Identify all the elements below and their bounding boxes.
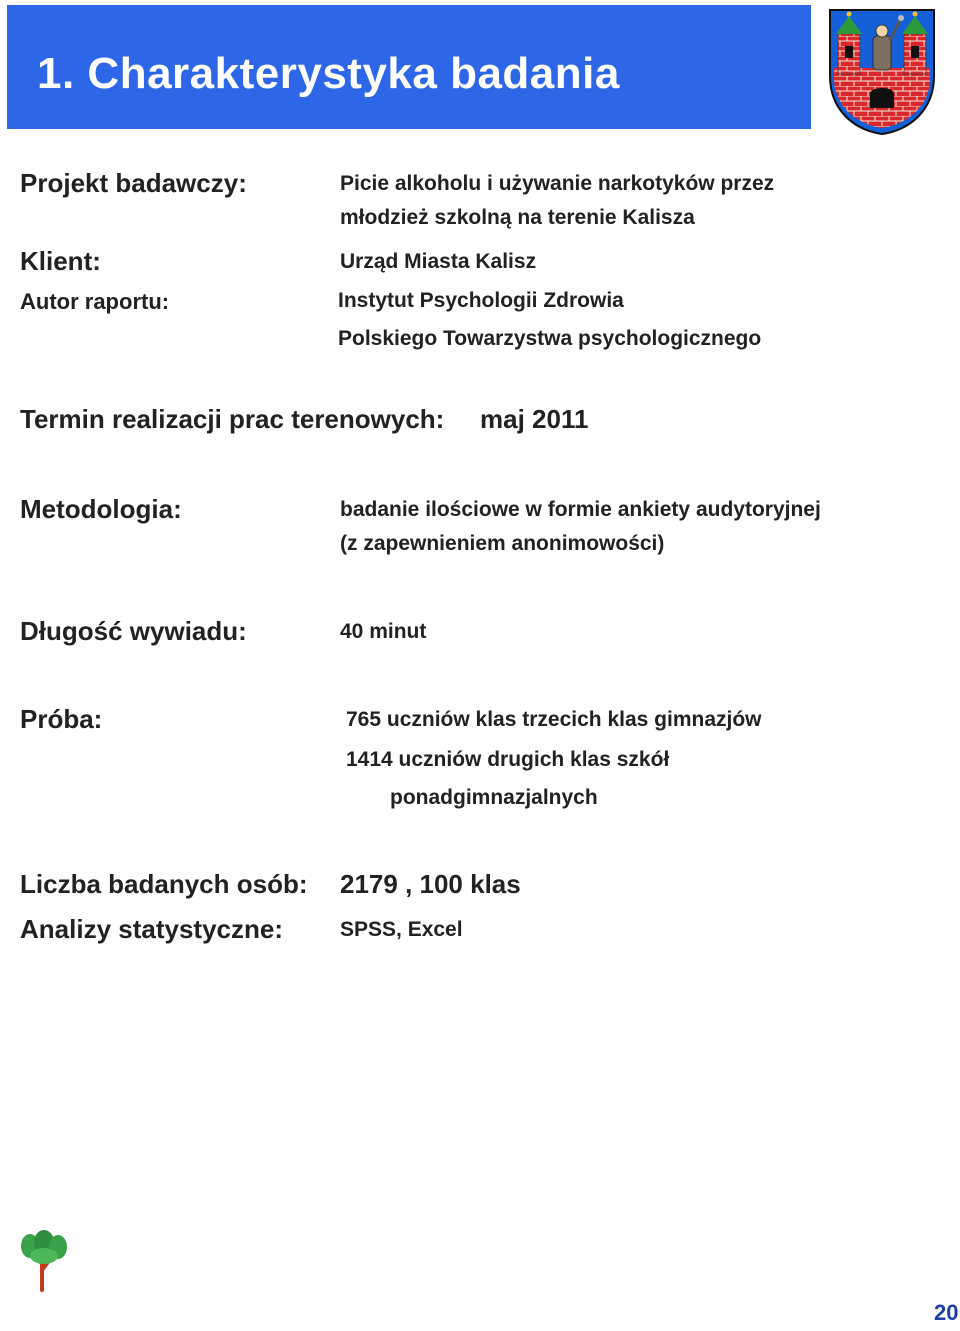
methodology-label: Metodologia: (20, 494, 182, 524)
sample-label: Próba: (20, 704, 103, 734)
count-label: Liczba badanych osób: (20, 869, 308, 899)
sample-value-line2: 1414 uczniów drugich klas szkół (346, 748, 670, 771)
duration-label: Długość wywiadu: (20, 616, 247, 646)
project-value-line2: młodzież szkolną na terenie Kalisza (340, 206, 695, 229)
sample-value-line3: ponadgimnazjalnych (390, 786, 598, 809)
term-value: maj 2011 (480, 404, 589, 434)
author-value-line1: Instytut Psychologii Zdrowia (338, 289, 624, 312)
duration-value: 40 minut (340, 620, 427, 643)
project-value-line1: Picie alkoholu i używanie narkotyków przez (340, 172, 775, 195)
count-value: 2179 , 100 klas (340, 869, 521, 899)
analysis-value: SPSS, Excel (340, 918, 463, 941)
client-label: Klient: (20, 246, 101, 276)
sample-value-line1: 765 uczniów klas trzecich klas gimnazjów (346, 708, 762, 731)
client-value: Urząd Miasta Kalisz (340, 250, 537, 273)
methodology-value-line1: badanie ilościowe w formie ankiety audytoryjnej (340, 498, 821, 521)
author-value-line2: Polskiego Towarzystwa psychologicznego (338, 327, 762, 350)
project-label: Projekt badawczy: (20, 168, 247, 198)
author-label: Autor raportu: (20, 289, 170, 314)
kalisz-coat-of-arms-icon (826, 6, 938, 136)
page-number: 20 (934, 1300, 959, 1325)
methodology-value-line2: (z zapewnieniem anonimowości) (340, 532, 665, 555)
page-title: 1. Charakterystyka badania (37, 49, 620, 98)
term-label: Termin realizacji prac terenowych: (20, 404, 445, 434)
title-bar (7, 5, 811, 129)
tree-logo-icon (20, 1230, 68, 1292)
analysis-label: Analizy statystyczne: (20, 914, 283, 944)
